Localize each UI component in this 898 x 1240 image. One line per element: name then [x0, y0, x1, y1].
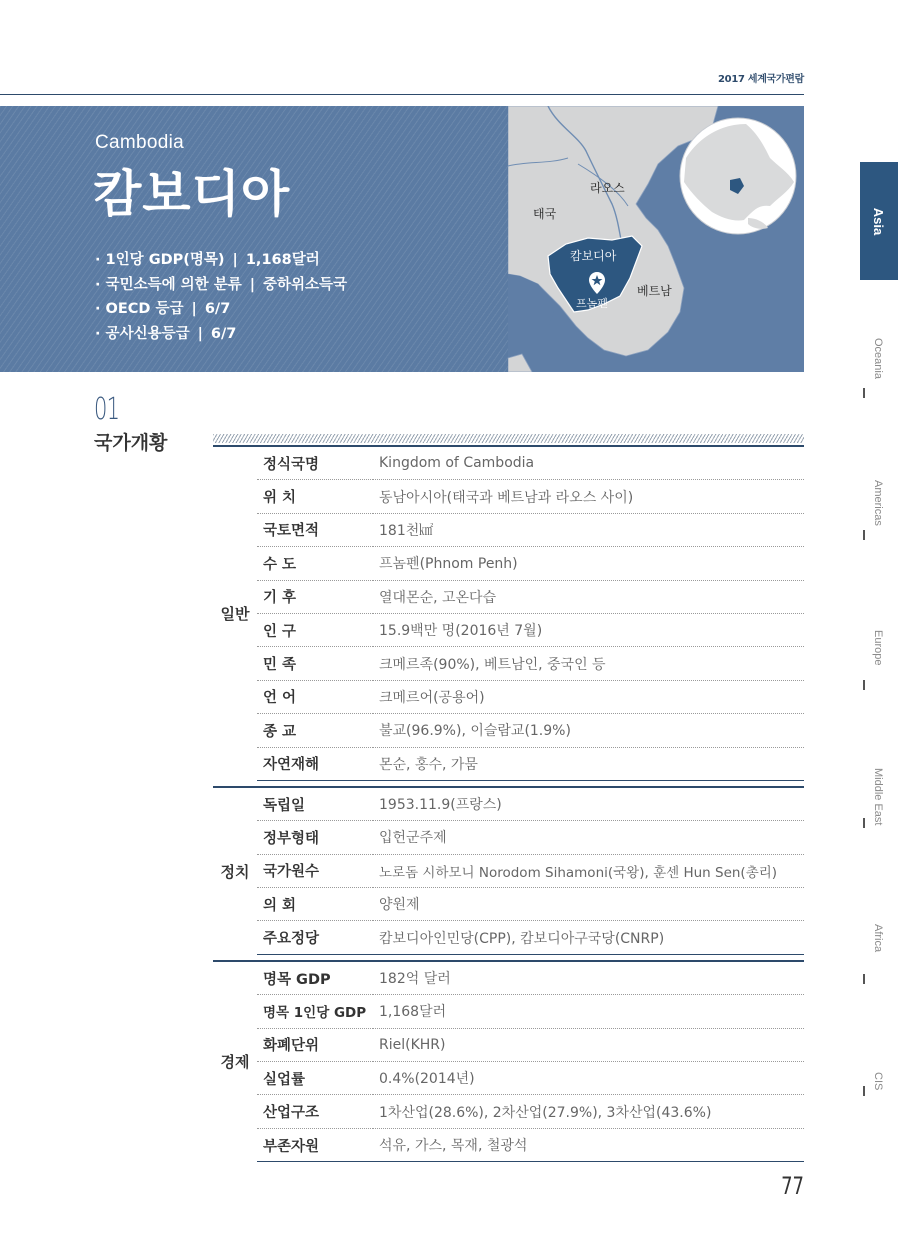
row-key: 민 족	[257, 647, 373, 680]
key-facts-list	[95, 248, 347, 346]
globe-inset	[680, 118, 796, 234]
row-key: 자연재해	[257, 747, 373, 780]
row-value: 캄보디아인민당(CPP), 캄보디아구국당(CNRP)	[373, 921, 804, 954]
group-label-economy: 경제	[213, 961, 257, 1162]
map-label-laos: 라오스	[590, 181, 625, 195]
fact-gdp-per-capita	[95, 248, 347, 273]
row-value: 182억 달러	[373, 961, 804, 995]
table-row	[213, 547, 804, 580]
map-label-cambodia: 캄보디아	[570, 249, 617, 263]
group-label-politics: 정치	[213, 787, 257, 954]
tab-cis[interactable]	[862, 1072, 898, 1100]
tab-label: Europe	[872, 630, 884, 666]
map-label-capital: 프놈펜	[576, 297, 608, 310]
row-value: 몬순, 홍수, 가뭄	[373, 747, 804, 780]
fact-label: · 공사신용등급	[95, 325, 190, 342]
tab-label: CIS	[872, 1072, 884, 1091]
row-key: 국토면적	[257, 513, 373, 546]
row-value: 181천㎢	[373, 513, 804, 546]
table-row	[213, 921, 804, 954]
section-number: 01	[94, 392, 120, 427]
publication-title: 2017 세계국가편람	[718, 74, 804, 85]
tab-label: Middle East	[872, 768, 884, 826]
table-row	[213, 714, 804, 747]
table-row	[213, 1095, 804, 1128]
fact-separator: |	[249, 276, 256, 293]
table-row	[213, 446, 804, 480]
row-value: Kingdom of Cambodia	[373, 446, 804, 480]
row-value: 1953.11.9(프랑스)	[373, 787, 804, 821]
row-value: 열대몬순, 고온다습	[373, 580, 804, 613]
tab-label: Oceania	[872, 338, 884, 379]
map-label-vietnam: 베트남	[637, 284, 672, 298]
row-key: 기 후	[257, 580, 373, 613]
row-key: 의 회	[257, 888, 373, 921]
row-value: 불교(96.9%), 이슬람교(1.9%)	[373, 714, 804, 747]
map-label-thailand: 태국	[533, 207, 557, 221]
fact-oecd-grade	[95, 297, 347, 322]
tab-europe[interactable]	[862, 630, 898, 700]
row-key: 산업구조	[257, 1095, 373, 1128]
country-name-korean: 캄보디아	[93, 165, 291, 223]
page-number: 77	[781, 1172, 804, 1200]
table-row	[213, 647, 804, 680]
row-value: 동남아시아(태국과 베트남과 라오스 사이)	[373, 480, 804, 513]
fact-separator: |	[191, 301, 197, 317]
row-value: 입헌군주제	[373, 821, 804, 854]
row-key: 정식국명	[257, 446, 373, 480]
map-graphic	[508, 106, 804, 372]
fact-value: 6/7	[210, 325, 237, 342]
fact-label: · 1인당 GDP(명목)	[95, 252, 225, 268]
fact-separator: |	[232, 252, 238, 268]
group-label-general: 일반	[213, 446, 257, 780]
row-key: 독립일	[257, 787, 373, 821]
tab-asia-label: Asia	[871, 207, 887, 235]
fact-separator: |	[197, 325, 203, 342]
row-key: 국가원수	[257, 854, 373, 887]
fact-credit-grade	[95, 322, 347, 347]
table-row	[213, 995, 804, 1028]
tab-oceania[interactable]	[862, 338, 898, 408]
row-value: 0.4%(2014년)	[373, 1062, 804, 1095]
row-key: 부존자원	[257, 1128, 373, 1161]
table-row	[213, 888, 804, 921]
row-value: 1,168달러	[373, 995, 804, 1028]
row-value: 석유, 가스, 목재, 철광석	[373, 1128, 804, 1161]
row-value: 프놈펜(Phnom Penh)	[373, 547, 804, 580]
table-row	[213, 821, 804, 854]
fact-label: · OECD 등급	[95, 301, 184, 317]
row-value: 1차산업(28.6%), 2차산업(27.9%), 3차산업(43.6%)	[373, 1095, 804, 1128]
table-row	[213, 747, 804, 780]
row-key: 인 구	[257, 613, 373, 646]
row-key: 언 어	[257, 680, 373, 713]
table-row	[213, 1128, 804, 1161]
row-key: 주요정당	[257, 921, 373, 954]
section-hatch-rule	[213, 434, 804, 443]
row-key: 수 도	[257, 547, 373, 580]
tab-middle-east[interactable]	[862, 768, 898, 838]
row-key: 명목 1인당 GDP	[257, 995, 373, 1028]
row-key: 종 교	[257, 714, 373, 747]
table-row	[213, 1062, 804, 1095]
row-value: 양원제	[373, 888, 804, 921]
row-value: 15.9백만 명(2016년 7월)	[373, 613, 804, 646]
table-row	[213, 1028, 804, 1061]
row-value: 노로돔 시하모니 Norodom Sihamoni(국왕), 훈센 Hun Sen(총리)	[373, 854, 804, 887]
row-key: 명목 GDP	[257, 961, 373, 995]
tab-africa[interactable]	[862, 924, 898, 994]
table-row	[213, 613, 804, 646]
tab-asia[interactable]	[860, 162, 898, 280]
table-row	[213, 854, 804, 887]
table-row	[213, 680, 804, 713]
tab-americas[interactable]	[862, 480, 898, 550]
row-value: 크메르족(90%), 베트남인, 중국인 등	[373, 647, 804, 680]
fact-value: 6/7	[204, 301, 231, 317]
fact-value: 1,168달러	[245, 252, 320, 268]
header-rule	[0, 94, 804, 95]
row-value: 크메르어(공용어)	[373, 680, 804, 713]
row-value: Riel(KHR)	[373, 1028, 804, 1061]
country-overview-table	[213, 445, 804, 1162]
row-key: 위 치	[257, 480, 373, 513]
country-name-english: Cambodia	[95, 132, 185, 153]
row-key: 정부형태	[257, 821, 373, 854]
row-key: 실업률	[257, 1062, 373, 1095]
row-key: 화폐단위	[257, 1028, 373, 1061]
table-row	[213, 580, 804, 613]
tab-label: Americas	[872, 480, 884, 526]
section-title: 국가개황	[94, 432, 168, 454]
fact-label: · 국민소득에 의한 분류	[95, 276, 242, 293]
table-row	[213, 787, 804, 821]
fact-value: 중하위소득국	[263, 276, 348, 293]
location-map	[508, 106, 804, 372]
table-row	[213, 513, 804, 546]
tab-label: Africa	[872, 924, 884, 953]
fact-income-class	[95, 273, 347, 298]
table-row	[213, 480, 804, 513]
table-row	[213, 961, 804, 995]
